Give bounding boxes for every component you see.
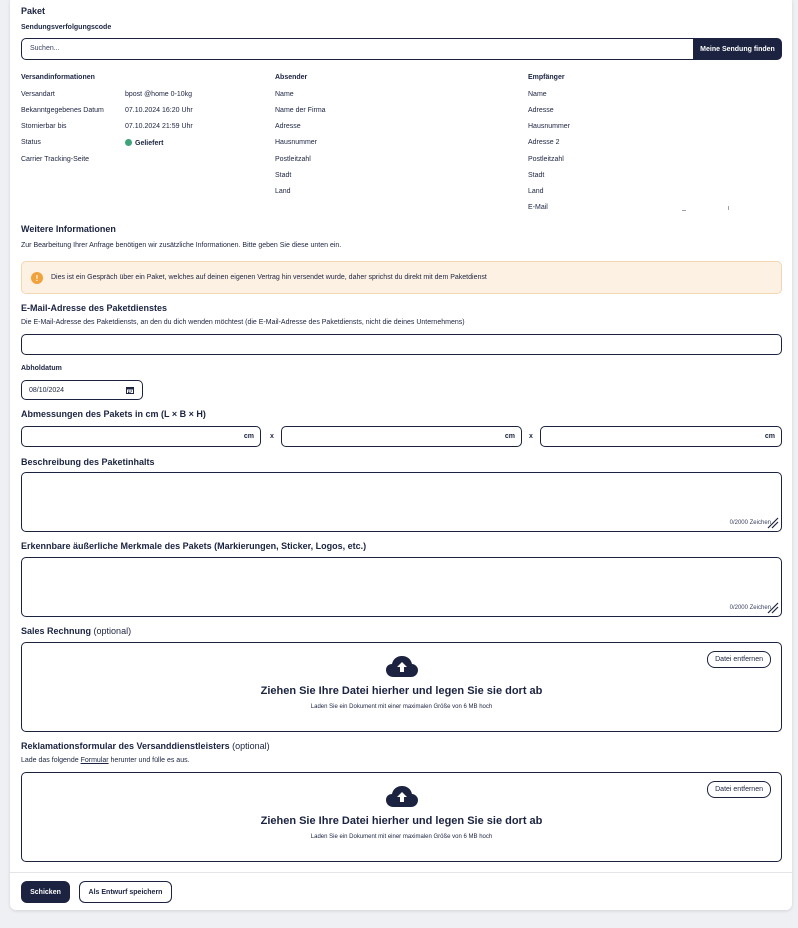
status-badge xyxy=(125,139,163,147)
width-unit: cm xyxy=(504,433,515,440)
pickup-date-label: Abholdatum xyxy=(21,365,62,372)
pickup-date-input[interactable] xyxy=(21,380,119,400)
sender-housenumber-label: Hausnummer xyxy=(275,139,318,146)
resize-handle-icon[interactable] xyxy=(767,602,779,614)
recipient-zip-label: Postleitzahl xyxy=(528,156,564,163)
cloud-upload-icon xyxy=(386,656,418,678)
optional-tag: (optional) xyxy=(232,741,270,751)
save-draft-button[interactable]: Als Entwurf speichern xyxy=(79,881,172,903)
page-title: Paket xyxy=(21,6,46,16)
claim-form-dropzone[interactable] xyxy=(21,772,782,862)
recipient-housenumber-label: Hausnummer xyxy=(528,123,571,130)
redacted-mark xyxy=(682,210,686,211)
recipient-city-label: Stadt xyxy=(528,172,545,179)
carrier-email-desc: Die E-Mail-Adresse des Paketdiensts, an den du dich wenden möchtest (die E-Mail-Adresse des Paketdiensts, nicht die deines Unternehmens) xyxy=(21,319,465,326)
width-input[interactable] xyxy=(281,426,522,447)
external-features-textarea[interactable] xyxy=(21,557,782,617)
search-placeholder: Suchen... xyxy=(30,45,60,52)
resize-handle-icon[interactable] xyxy=(767,517,779,529)
carrier-tracking-link[interactable]: Carrier Tracking-Seite xyxy=(21,156,90,163)
recipient-address-label: Adresse xyxy=(528,107,554,114)
dropzone-title: Ziehen Sie Ihre Datei hierher und legen Sie sie dort ab xyxy=(260,815,543,827)
alert-text: Dies ist ein Gespräch über ein Paket, welches auf deinen eigenen Vertrag hin versendet wurde, daher sprichst du direkt mit dem Paketdienst xyxy=(51,274,487,281)
claim-form-desc-pre: Lade das folgende xyxy=(21,757,79,764)
claim-form-desc-post: herunter und fülle es aus. xyxy=(110,757,190,764)
dropzone-subtitle: Laden Sie ein Dokument mit einer maximalen Größe von 6 MB hoch xyxy=(310,704,493,710)
sales-invoice-title-text: Sales Rechnung xyxy=(21,626,92,636)
announced-date-label: Bekanntgegebenes Datum xyxy=(21,107,104,114)
sender-address-label: Adresse xyxy=(275,123,301,130)
recipient-country-label: Land xyxy=(528,188,544,195)
find-shipment-button[interactable]: Meine Sendung finden xyxy=(693,38,782,60)
tracking-code-label: Sendungsverfolgungscode xyxy=(21,24,112,31)
remove-file-button[interactable]: Datei entfernen xyxy=(707,781,771,798)
dimension-separator-2: x xyxy=(529,433,533,440)
own-contract-alert xyxy=(21,261,782,294)
carrier-email-input[interactable] xyxy=(21,334,782,355)
calendar-button[interactable] xyxy=(118,380,143,400)
dropzone-subtitle: Laden Sie ein Dokument mit einer maximalen Größe von 6 MB hoch xyxy=(310,834,493,840)
cancel-until-value: 07.10.2024 21:59 Uhr xyxy=(125,123,193,130)
remove-file-button[interactable]: Datei entfernen xyxy=(707,651,771,668)
claim-form-desc xyxy=(21,757,190,764)
content-description-counter: 0/2000 Zeichen xyxy=(729,520,771,526)
sender-name-label: Name xyxy=(275,91,294,98)
footer-divider xyxy=(10,872,792,873)
shipping-info-title: Versandinformationen xyxy=(21,74,95,81)
sales-invoice-title xyxy=(21,626,131,636)
content-description-textarea[interactable] xyxy=(21,472,782,532)
length-input[interactable] xyxy=(21,426,261,447)
cancel-until-label: Stornierbar bis xyxy=(21,123,67,130)
sender-country-label: Land xyxy=(275,188,291,195)
content-description-title: Beschreibung des Paketinhalts xyxy=(21,457,155,467)
claim-form-download-link[interactable]: Formular xyxy=(80,757,109,764)
dropzone-title: Ziehen Sie Ihre Datei hierher und legen Sie sie dort ab xyxy=(260,685,543,697)
warning-icon: ! xyxy=(31,272,43,284)
recipient-email-label: E-Mail xyxy=(528,204,548,211)
carrier-email-title: E-Mail-Adresse des Paketdienstes xyxy=(21,303,168,313)
announced-date-value: 07.10.2024 16:20 Uhr xyxy=(125,107,193,114)
shipping-method-label: Versandart xyxy=(21,91,55,98)
optional-tag: (optional) xyxy=(93,626,132,636)
calendar-icon xyxy=(126,386,134,394)
redacted-mark-2 xyxy=(728,206,729,210)
height-unit: cm xyxy=(764,433,775,440)
external-features-title: Erkennbare äußerliche Merkmale des Pakets (Markierungen, Sticker, Logos, etc.) xyxy=(21,541,367,551)
sender-title: Absender xyxy=(275,74,308,81)
claim-form-title xyxy=(21,741,270,751)
external-features-counter: 0/2000 Zeichen xyxy=(729,605,771,611)
status-dot-icon xyxy=(125,139,132,146)
status-value: Geliefert xyxy=(135,140,164,147)
recipient-title: Empfänger xyxy=(528,74,565,81)
sales-invoice-dropzone[interactable] xyxy=(21,642,782,732)
sender-city-label: Stadt xyxy=(275,172,292,179)
tracking-search-input[interactable] xyxy=(21,38,694,60)
more-info-desc: Zur Bearbeitung Ihrer Anfrage benötigen wir zusätzliche Informationen. Bitte geben Sie diese unten ein. xyxy=(21,242,342,249)
cloud-upload-icon xyxy=(386,786,418,808)
submit-button[interactable]: Schicken xyxy=(21,881,70,903)
shipping-method-value: bpost @home 0-10kg xyxy=(125,91,193,98)
recipient-name-label: Name xyxy=(528,91,547,98)
dimension-separator-1: x xyxy=(270,433,274,440)
pickup-date-value: 08/10/2024 xyxy=(29,387,65,394)
dimensions-title: Abmessungen des Pakets in cm (L × B × H) xyxy=(21,409,206,419)
claim-form-title-text: Reklamationsformular des Versanddienstleisters xyxy=(21,741,230,751)
length-unit: cm xyxy=(243,433,254,440)
ticket-form-card xyxy=(10,0,792,910)
status-label: Status xyxy=(21,139,41,146)
height-input[interactable] xyxy=(540,426,782,447)
more-info-title: Weitere Informationen xyxy=(21,224,116,234)
sender-zip-label: Postleitzahl xyxy=(275,156,311,163)
sender-company-label: Name der Firma xyxy=(275,107,326,114)
recipient-address2-label: Adresse 2 xyxy=(528,139,560,146)
